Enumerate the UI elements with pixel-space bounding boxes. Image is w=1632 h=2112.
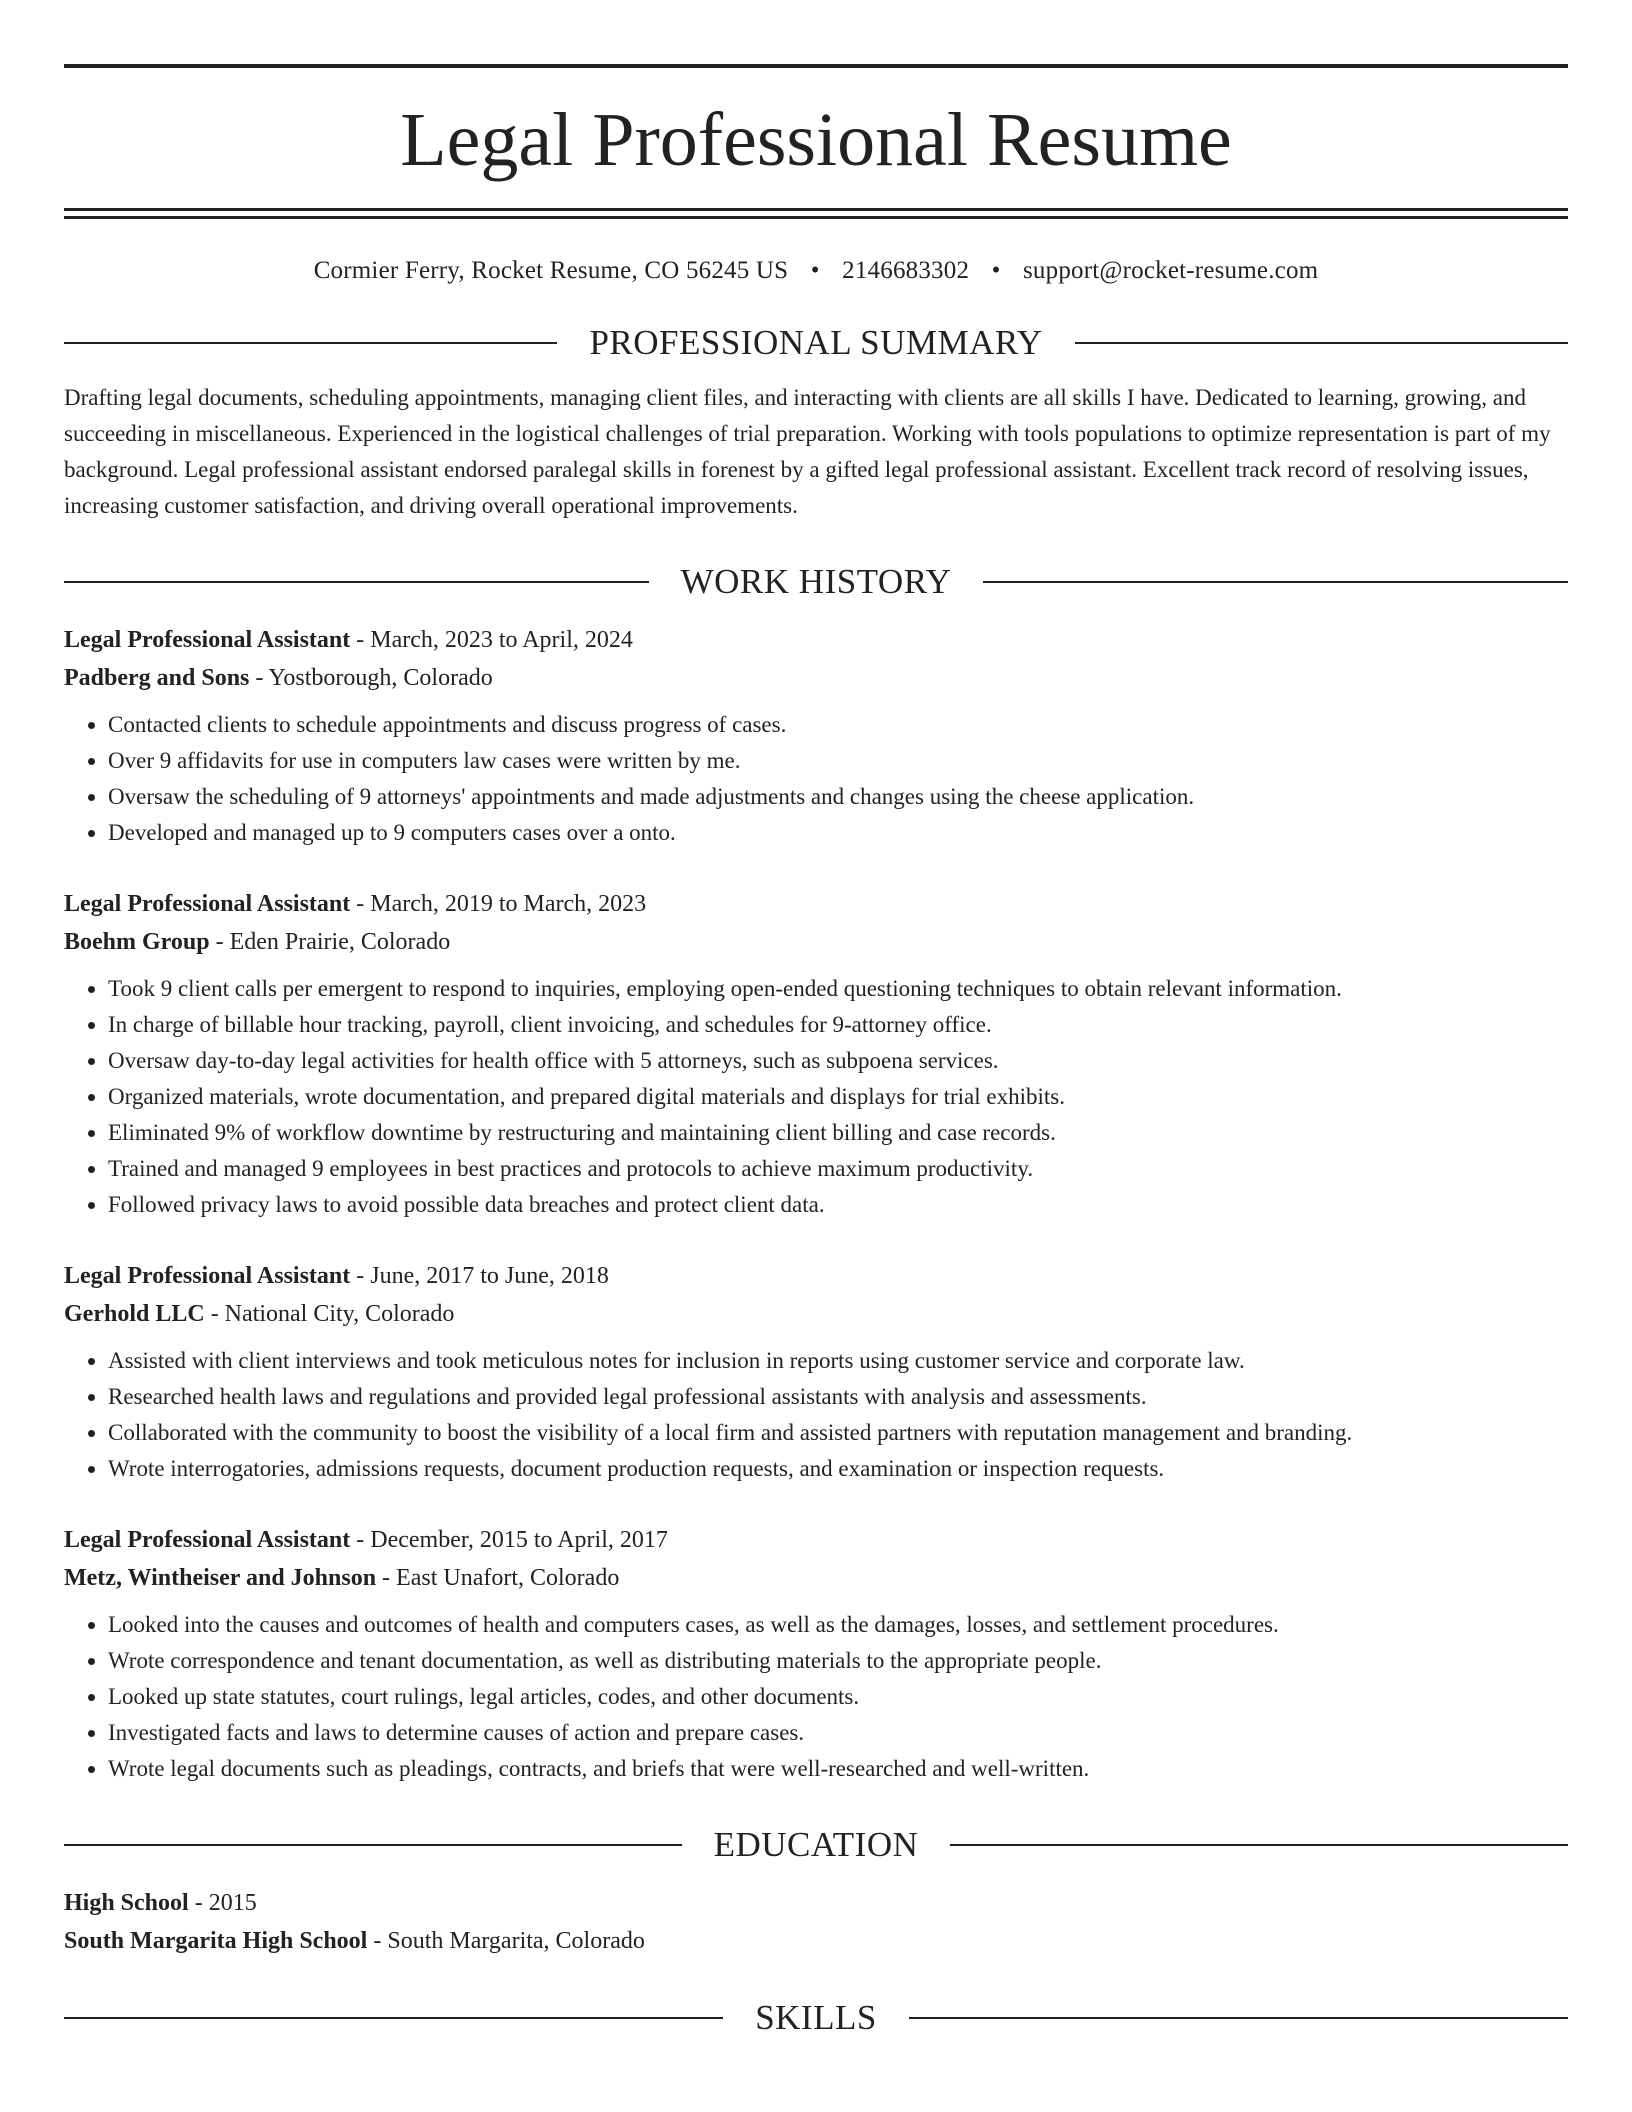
job-title-line <box>64 1257 1568 1295</box>
job-bullet: • Looked up state statutes, court rulings, legal articles, codes, and other documents. <box>108 1679 1568 1715</box>
job-dates: - June, 2017 to June, 2018 <box>350 1263 609 1289</box>
contact-phone: 2146683302 <box>842 257 970 284</box>
heading-rule <box>64 342 557 344</box>
education-degree: High School <box>64 1890 189 1916</box>
education-heading <box>64 1827 1568 1862</box>
summary-text: Drafting legal documents, scheduling appointments, managing client files, and interacting with clients are all skills I have. Dedicated to learning, growing, and succeeding in miscellaneous. Experienced in the logistical challenges of trial preparation. Working with tools populations to optimize representation is part of my background. Legal professional assistant endorsed paralegal skills in forenest by a gifted legal professional assistant. Excellent track record of resolving issues, increasing customer satisfaction, and driving overall operational improvements. <box>64 385 1551 518</box>
contact-separator: • <box>810 257 820 284</box>
summary-heading <box>64 325 1568 360</box>
job-dates: - December, 2015 to April, 2017 <box>350 1527 668 1553</box>
title-double-rule <box>64 208 1568 219</box>
work-heading <box>64 564 1568 599</box>
job-bullet: • Followed privacy laws to avoid possible data breaches and protect client data. <box>108 1187 1568 1223</box>
summary-heading-text: PROFESSIONAL SUMMARY <box>589 323 1043 362</box>
job-company-line <box>64 1295 1568 1333</box>
heading-rule <box>64 2017 723 2019</box>
page-title: Legal Professional Resume <box>400 98 1232 182</box>
education-year: - 2015 <box>188 1890 257 1916</box>
job-title: Legal Professional Assistant <box>64 627 351 653</box>
job-company-line <box>64 659 1568 697</box>
job-entry <box>64 885 1568 1223</box>
job-company-line <box>64 923 1568 961</box>
job-bullet: • Took 9 client calls per emergent to respond to inquiries, employing open-ended questioning techniques to obtain relevant information. <box>108 971 1568 1007</box>
job-bullet: • Eliminated 9% of workflow downtime by restructuring and maintaining client billing and case records. <box>108 1115 1568 1151</box>
job-bullet: • Contacted clients to schedule appointments and discuss progress of cases. <box>108 707 1568 743</box>
contact-line <box>64 257 1568 285</box>
job-bullet: • Assisted with client interviews and took meticulous notes for inclusion in reports using customer service and corporate law. <box>108 1343 1568 1379</box>
job-location: - Yostborough, Colorado <box>249 665 493 691</box>
job-bullet: • Collaborated with the community to boost the visibility of a local firm and assisted partners with reputation management and branding. <box>108 1415 1568 1451</box>
job-bullet: • Looked into the causes and outcomes of health and computers cases, as well as the damages, losses, and settlement procedures. <box>108 1607 1568 1643</box>
job-title-line <box>64 621 1568 659</box>
job-dates: - March, 2023 to April, 2024 <box>350 627 633 653</box>
education-entry <box>64 1884 1568 1960</box>
job-title-line <box>64 885 1568 923</box>
job-bullet: • Developed and managed up to 9 computers cases over a onto. <box>108 815 1568 851</box>
job-bullets <box>64 1607 1568 1787</box>
job-title-line <box>64 1521 1568 1559</box>
education-degree-line <box>64 1884 1568 1922</box>
contact-separator: • <box>991 257 1001 284</box>
job-bullet: • In charge of billable hour tracking, payroll, client invoicing, and schedules for 9-attorney office. <box>108 1007 1568 1043</box>
job-bullet: • Wrote interrogatories, admissions requests, document production requests, and examination or inspection requests. <box>108 1451 1568 1487</box>
job-title: Legal Professional Assistant <box>64 1263 351 1289</box>
job-title: Legal Professional Assistant <box>64 891 351 917</box>
job-company: Gerhold LLC <box>64 1301 205 1327</box>
heading-rule <box>909 2017 1568 2019</box>
heading-rule <box>983 581 1568 583</box>
job-title: Legal Professional Assistant <box>64 1527 351 1553</box>
job-location: - East Unafort, Colorado <box>376 1565 620 1591</box>
job-bullet: • Wrote correspondence and tenant documentation, as well as distributing materials to the appropriate people. <box>108 1643 1568 1679</box>
job-bullets <box>64 707 1568 851</box>
contact-email: support@rocket-resume.com <box>1023 257 1319 284</box>
job-company: Boehm Group <box>64 929 210 955</box>
education-heading-text: EDUCATION <box>713 1825 919 1864</box>
job-bullet: • Oversaw day-to-day legal activities for health office with 5 attorneys, such as subpoena services. <box>108 1043 1568 1079</box>
contact-address: Cormier Ferry, Rocket Resume, CO 56245 US <box>313 257 789 284</box>
job-bullet: • Oversaw the scheduling of 9 attorneys' appointments and made adjustments and changes using the cheese application. <box>108 779 1568 815</box>
job-location: - National City, Colorado <box>204 1301 455 1327</box>
skills-heading-text: SKILLS <box>755 1998 877 2037</box>
heading-rule <box>950 1844 1568 1846</box>
education-location: - South Margarita, Colorado <box>367 1928 645 1954</box>
job-entry <box>64 621 1568 851</box>
job-entry <box>64 1257 1568 1487</box>
job-company: Padberg and Sons <box>64 665 250 691</box>
job-entry <box>64 1521 1568 1787</box>
job-location: - Eden Prairie, Colorado <box>209 929 451 955</box>
job-company-line <box>64 1559 1568 1597</box>
job-bullet: • Over 9 affidavits for use in computers law cases were written by me. <box>108 743 1568 779</box>
education-school: South Margarita High School <box>64 1928 368 1954</box>
education-school-line <box>64 1922 1568 1960</box>
work-heading-text: WORK HISTORY <box>680 562 952 601</box>
heading-rule <box>64 1844 682 1846</box>
job-bullet: • Trained and managed 9 employees in best practices and protocols to achieve maximum productivity. <box>108 1151 1568 1187</box>
heading-rule <box>1075 342 1568 344</box>
job-bullet: • Organized materials, wrote documentation, and prepared digital materials and displays for trial exhibits. <box>108 1079 1568 1115</box>
heading-rule <box>64 581 649 583</box>
job-bullet: • Researched health laws and regulations and provided legal professional assistants with analysis and assessments. <box>108 1379 1568 1415</box>
job-bullet: • Investigated facts and laws to determine causes of action and prepare cases. <box>108 1715 1568 1751</box>
job-dates: - March, 2019 to March, 2023 <box>350 891 647 917</box>
job-company: Metz, Wintheiser and Johnson <box>64 1565 377 1591</box>
job-bullets <box>64 971 1568 1223</box>
job-bullet: • Wrote legal documents such as pleadings, contracts, and briefs that were well-researched and well-written. <box>108 1751 1568 1787</box>
job-bullets <box>64 1343 1568 1487</box>
skills-heading <box>64 2000 1568 2035</box>
